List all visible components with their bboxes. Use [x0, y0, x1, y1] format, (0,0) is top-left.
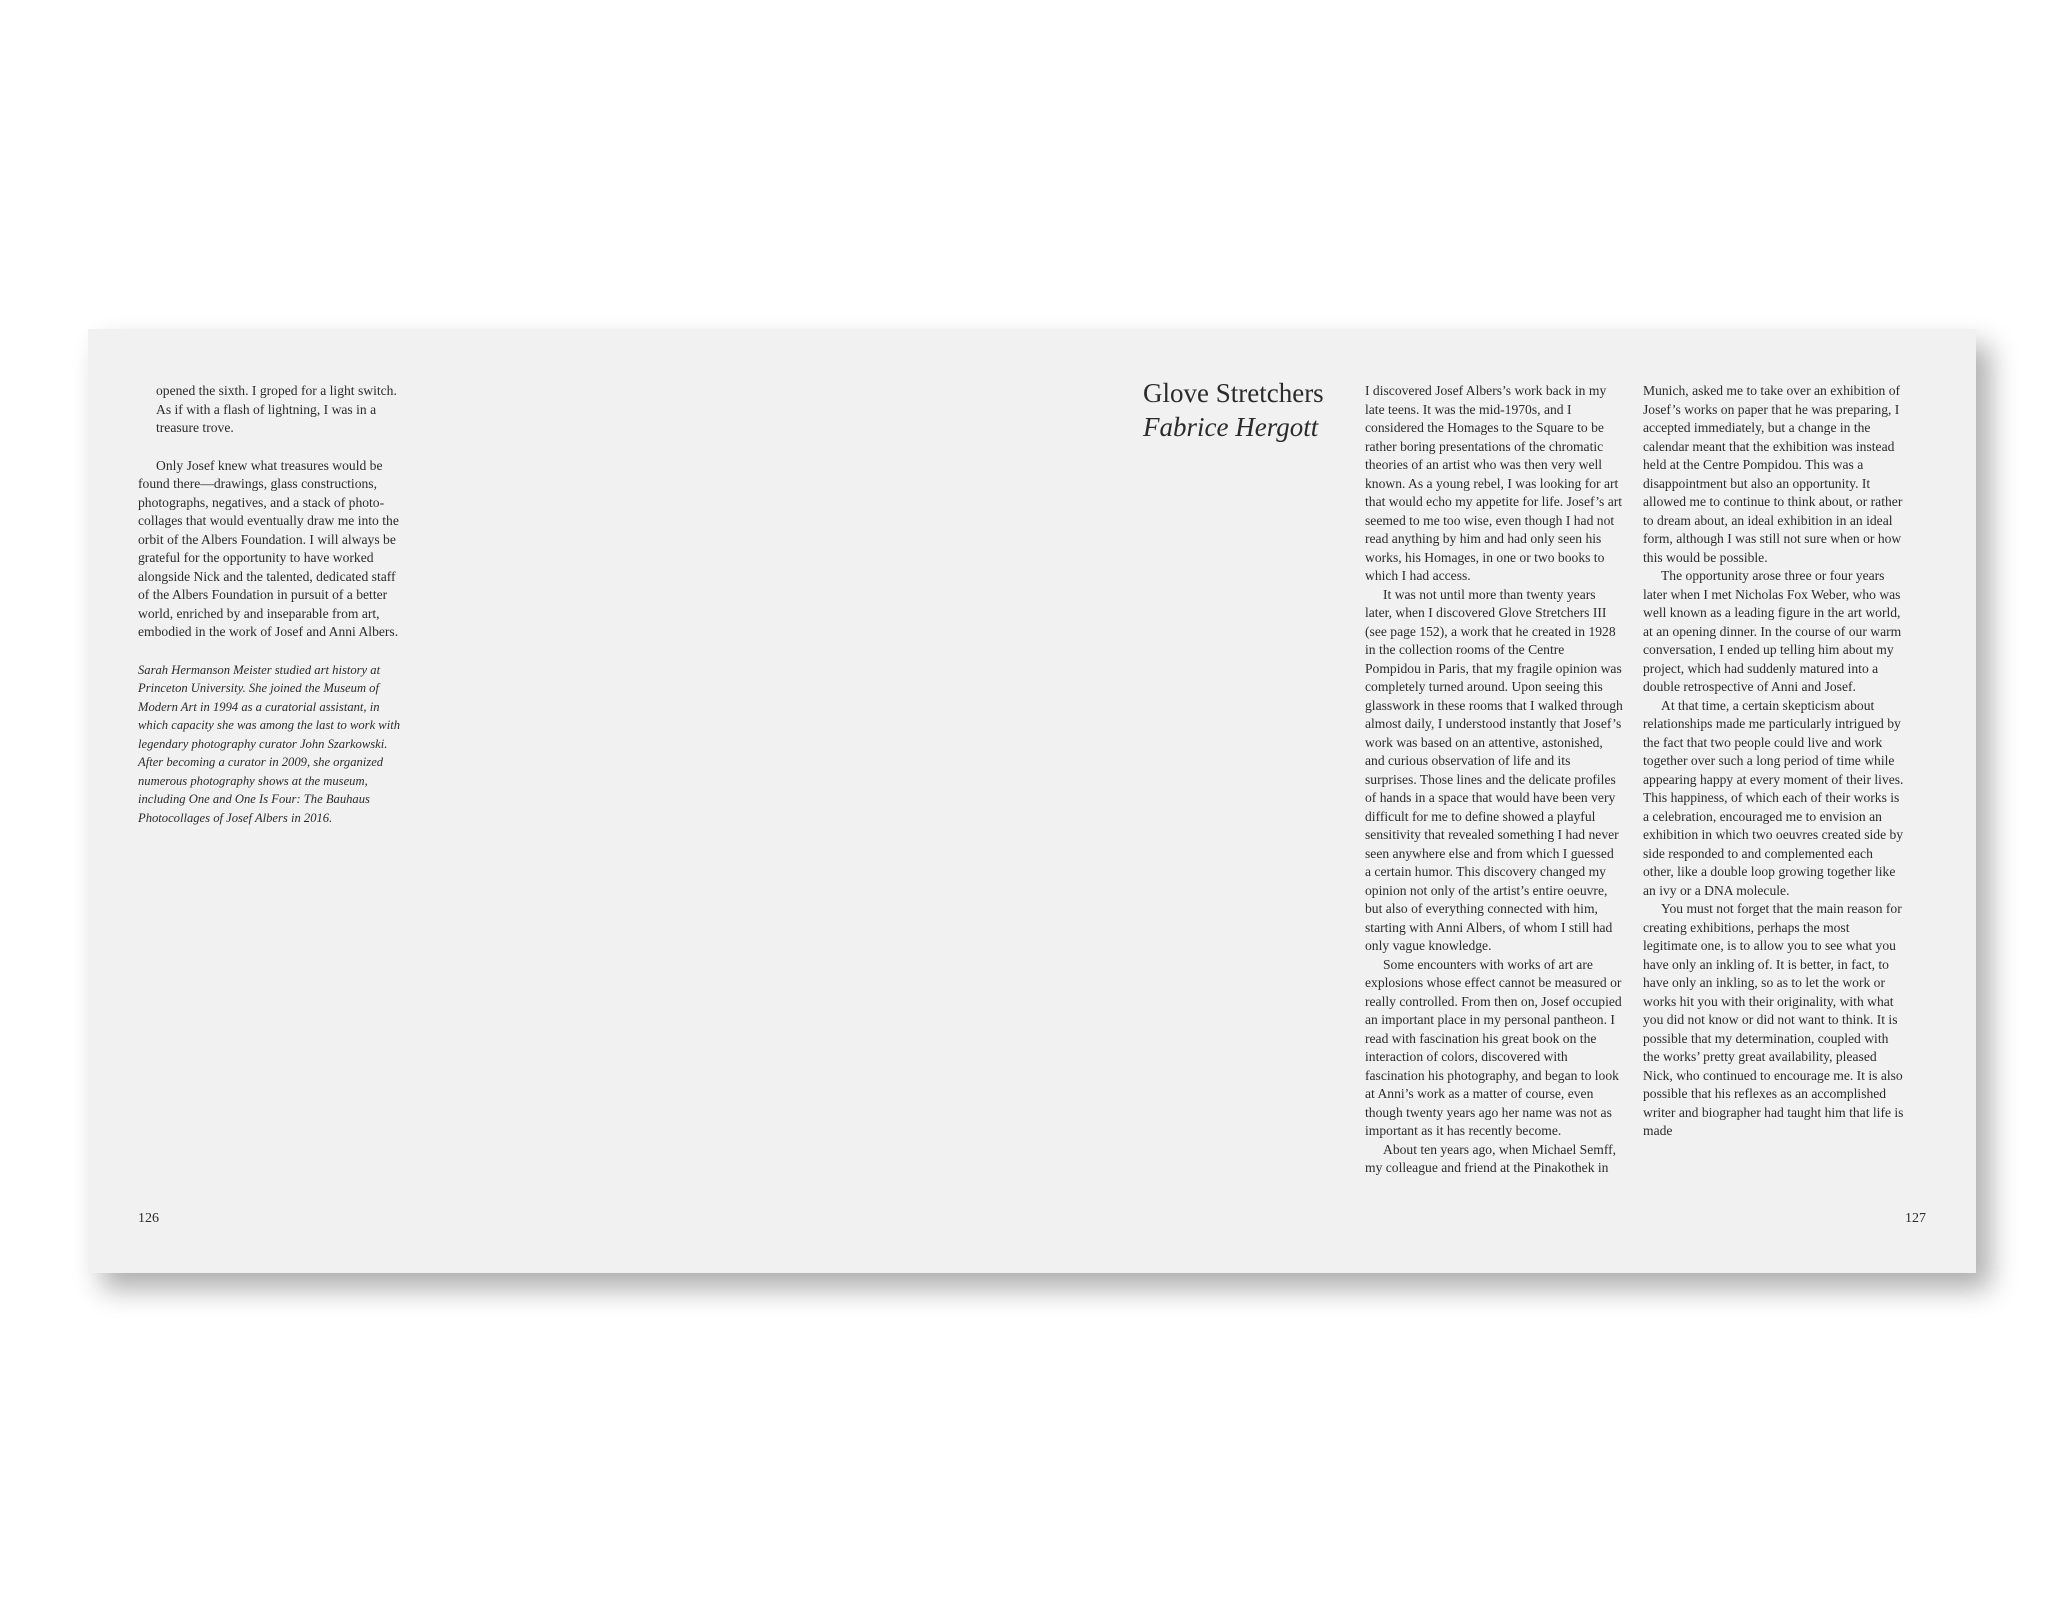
- body-paragraph: It was not until more than twenty years later, when I discovered Glove Stretchers III (see page 152), a work that he created in 1928 in the collection rooms of the Centre Pompidou in Paris, that my fragile opinion was completely turned around. Upon seeing this glasswork in these rooms that I walked through almost daily, I understood instantly that Josef’s work was based on an attentive, astonished, and curious observation of life and its surprises. Those lines and the delicate profiles of hands in a space that would have been very difficult for me to define showed a playful sensitivity that revealed something I had never seen anywhere else and from which I guessed a certain humor. This discovery changed my opinion not only of the artist’s entire oeuvre, but also of everything connected with him, starting with Anni Albers, of whom I still had only vague knowledge.: [1365, 586, 1623, 953]
- book-spread: [88, 329, 1976, 1273]
- page-number-right: 127: [1905, 1211, 1926, 1226]
- text-column-1: [1365, 382, 1623, 1178]
- body-paragraph: The opportunity arose three or four years later when I met Nicholas Fox Weber, who was well known as a leading figure in the art world, at an opening dinner. In the course of our warm conversation, I ended up telling him about my project, which had suddenly matured into a double retrospective of Anni and Josef.: [1643, 568, 1902, 694]
- essay-heading: [1143, 376, 1324, 444]
- left-page: [88, 329, 1032, 1273]
- body-paragraph: You must not forget that the main reason for creating exhibitions, perhaps the most legitimate one, is to allow you to see what you have only an inkling of. It is better, in fact, to have only an inkling, so as to let the work or works hit you with their originality, with what you did not know or did not want to think. It is possible that my determination, coupled with the works’ pretty great availability, pleased Nick, who continued to encourage me. It is also possible that his reflexes as an accomplished writer and biographer had taught him that life is made: [1643, 901, 1904, 1138]
- body-paragraph: At that time, a certain skepticism about relationships made me particularly intrigued by the fact that two people could live and work together over such a long period of time while appearing happy at every moment of their lives. This happiness, of which each of their works is a celebration, encouraged me to envision an exhibition in which two oeuvres created side by side responded to and complemented each other, like a double loop growing together like an ivy or a DNA molecule.: [1643, 697, 1904, 898]
- body-paragraph: Some encounters with works of art are explosions whose effect cannot be measured or really controlled. From then on, Josef occupied an important place in my personal pantheon. I read with fascination his great book on the interaction of colors, discovered with fascination his photography, and began to look at Anni’s work as a matter of course, even though twenty years ago her name was not as important as it has recently become.: [1365, 956, 1622, 1138]
- page-number-left: 126: [138, 1211, 159, 1226]
- body-paragraph: About ten years ago, when Michael Semff, my colleague and friend at the Pinakothek in: [1365, 1141, 1617, 1175]
- right-page: [1032, 329, 1976, 1273]
- body-paragraph: I discovered Josef Albers’s work back in my late teens. It was the mid-1970s, and I considered the Homages to the Square to be rather boring presentations of the chromatic theories of an artist who was then very well known. As a young rebel, I was looking for art that would echo my appetite for life. Josef’s art seemed to me too wise, even though I had not read anything by him and had only seen his works, his Homages, in one or two books to which I had access.: [1365, 383, 1623, 583]
- essay-title: Glove Stretchers: [1143, 378, 1324, 408]
- body-paragraph: Only Josef knew what treasures would be found there—drawings, glass constructions, photographs, negatives, and a stack of photo-collages that would eventually draw me into the orbit of the Albers Foundation. I will always be grateful for the opportunity to have worked alongside Nick and the talented, dedicated staff of the Albers Foundation in pursuit of a better world, enriched by and inseparable from art, embodied in the work of Josef and Anni Albers.: [138, 457, 399, 639]
- body-paragraph: Munich, asked me to take over an exhibition of Josef’s works on paper that he was preparing, I accepted immediately, but a change in the calendar meant that the exhibition was instead held at the Centre Pompidou. This was a disappointment but also an opportunity. It allowed me to continue to think about, or rather to dream about, an ideal exhibition in an ideal form, although I was still not sure when or how this would be possible.: [1643, 383, 1903, 565]
- text-column-2: [1643, 382, 1905, 1141]
- continuation-paragraph: opened the sixth. I groped for a light switch. As if with a flash of lightning, I was in a treasure trove.: [156, 383, 397, 435]
- author-bio: Sarah Hermanson Meister studied art history at Princeton University. She joined the Museum of Modern Art in 1994 as a curatorial assistant, in which capacity she was among the last to work with legendary photography curator John Szarkowski. After becoming a curator in 2009, she organized numerous photography shows at the museum, including One and One Is Four: The Bauhaus Photocollages of Josef Albers in 2016.: [138, 662, 401, 825]
- left-text-column: [138, 382, 400, 827]
- essay-author: Fabrice Hergott: [1143, 412, 1319, 442]
